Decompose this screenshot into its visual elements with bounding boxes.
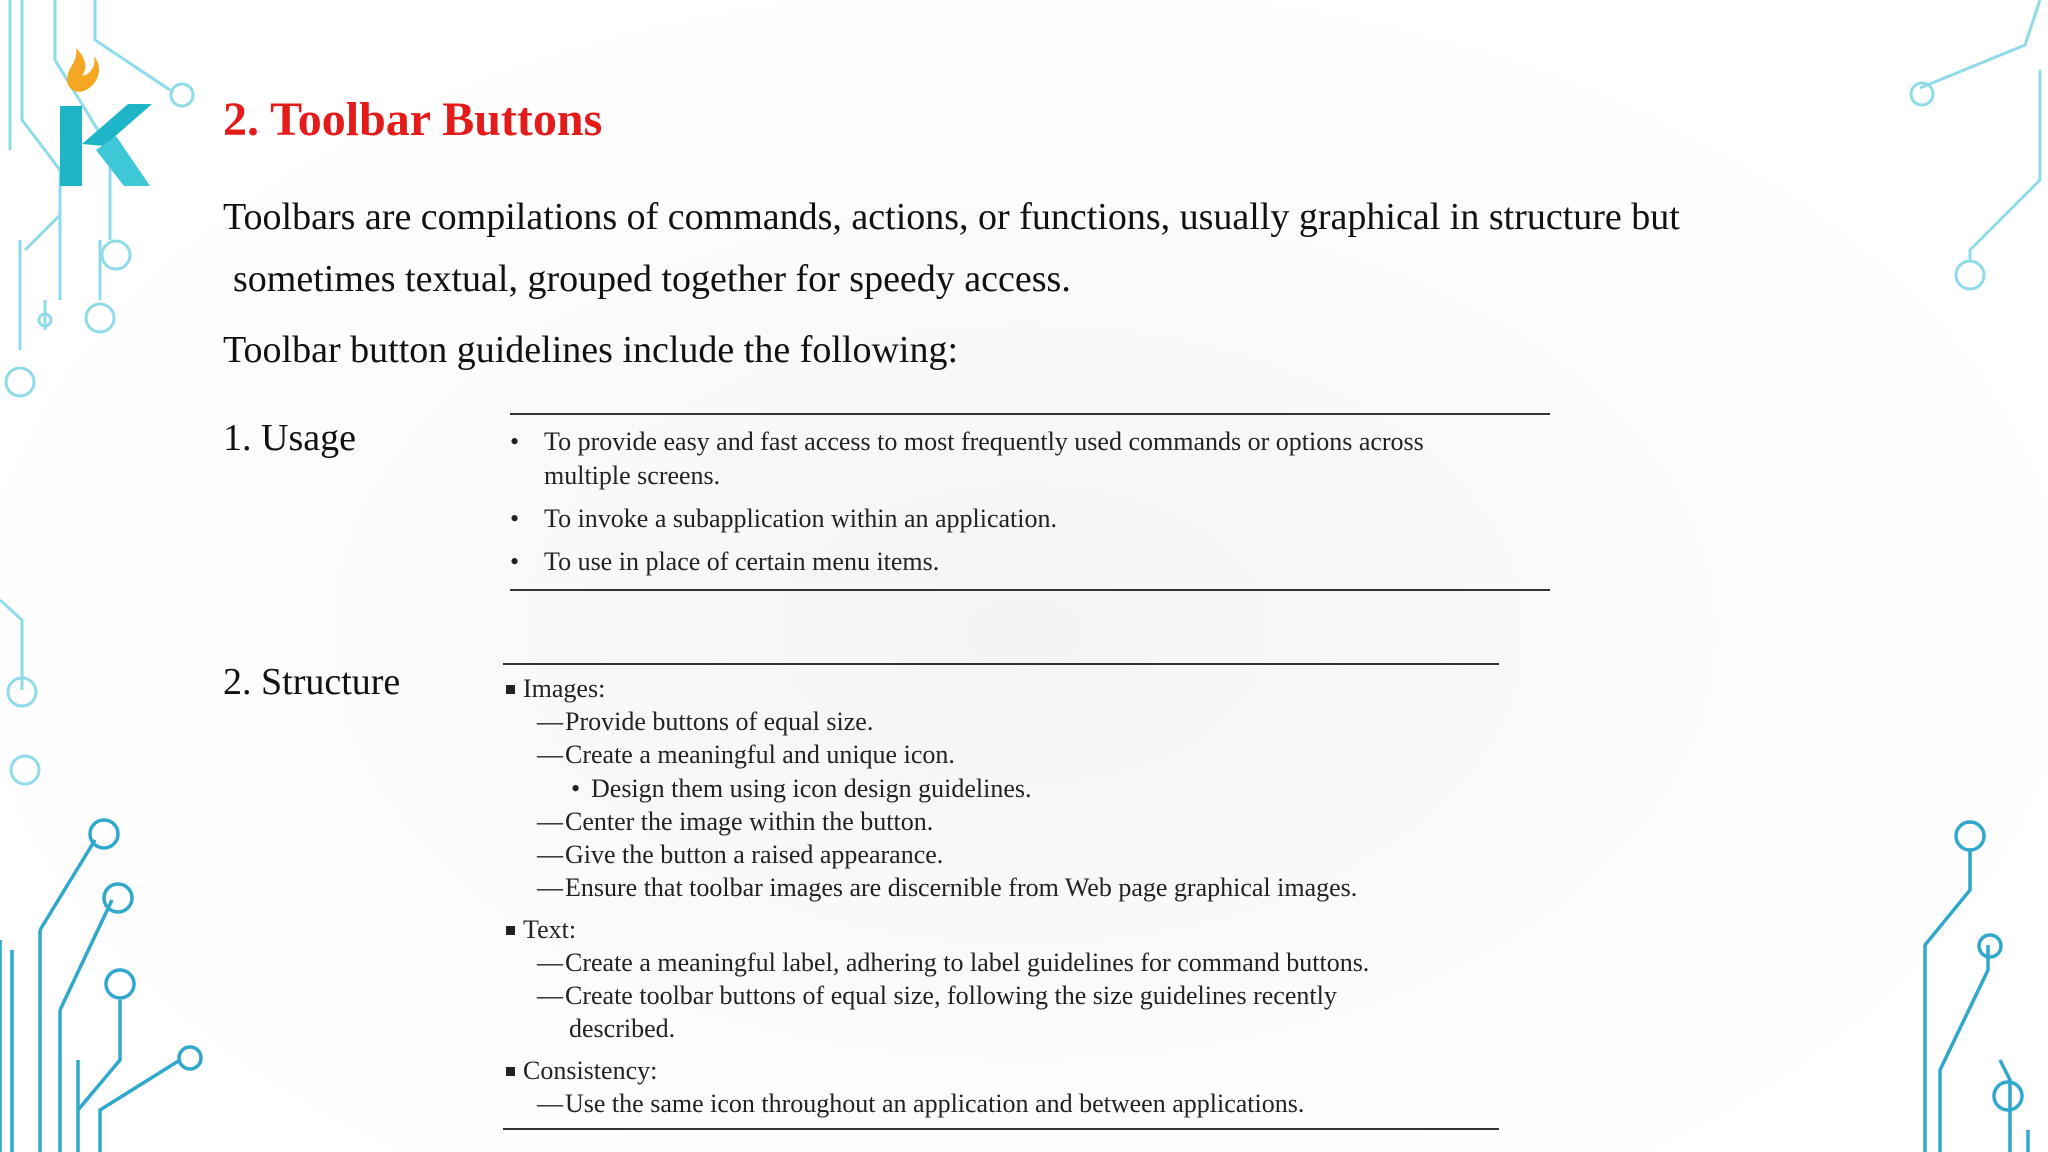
text-item: — Create toolbar buttons of equal size, following the size guidelines recently described. [503,979,1499,1046]
consistency-category: Consistency: [503,1054,1499,1087]
circuit-decoration-right-top [1880,0,2048,320]
usage-label: 1. Usage [223,417,356,459]
intro-line-1: Toolbars are compilations of commands, actions, or functions, usually graphical in structure but [223,196,1680,238]
k-flame-logo-icon [52,46,152,186]
usage-box [510,413,1550,591]
images-item: — Create a meaningful and unique icon. [503,738,1499,771]
images-item: — Provide buttons of equal size. [503,705,1499,738]
consistency-item: — Use the same icon throughout an application and between applications. [503,1087,1499,1120]
images-category: Images: [503,672,1499,705]
guidelines-intro: Toolbar button guidelines include the following: [223,329,959,371]
usage-item: • To invoke a subapplication within an application. [510,502,1550,536]
intro-line-2: sometimes textual, grouped together for speedy access. [233,258,1071,300]
text-item: — Create a meaningful label, adhering to label guidelines for command buttons. [503,946,1499,979]
images-item: — Center the image within the button. [503,805,1499,838]
slide-title: 2. Toolbar Buttons [223,93,603,146]
structure-box [503,663,1499,1130]
text-category: Text: [503,913,1499,946]
circuit-decoration-left-bottom [0,590,220,1152]
images-item: — Ensure that toolbar images are discernible from Web page graphical images. [503,871,1499,904]
usage-list [510,425,1550,579]
usage-item: • To provide easy and fast access to most frequently used commands or options across multiple screens. [510,425,1550,493]
circuit-decoration-right-bottom [1880,800,2048,1152]
structure-label: 2. Structure [223,661,401,703]
usage-item: • To use in place of certain menu items. [510,545,1550,579]
images-subitem: • Design them using icon design guidelines. [503,772,1499,805]
intro-paragraph [223,186,1883,310]
images-item: — Give the button a raised appearance. [503,838,1499,871]
